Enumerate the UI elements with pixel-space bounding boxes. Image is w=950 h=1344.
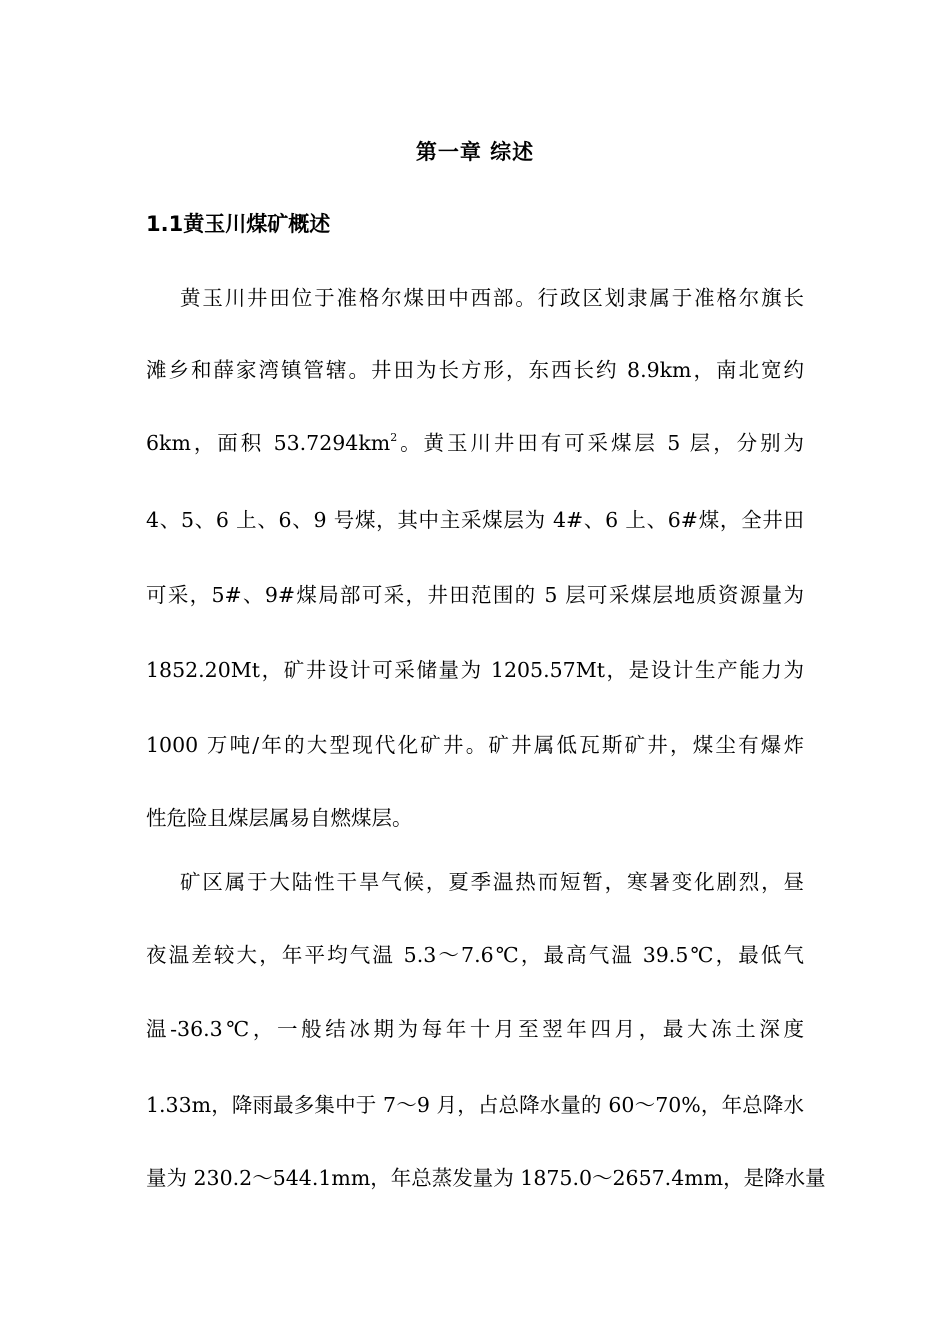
area-value-text: 6km，面积 53.7294km (146, 431, 391, 455)
paragraph-1-line-6: 1852.20Mt，矿井设计可采储量为 1205.57Mt，是设计生产能力为 (146, 658, 804, 682)
paragraph-1-line-8: 性危险且煤层属易自燃煤层。 (146, 806, 413, 830)
section-title: 1.1黄玉川煤矿概述 (146, 212, 331, 236)
paragraph-1-line-7: 1000 万吨/年的大型现代化矿井。矿井属低瓦斯矿井，煤尘有爆炸 (146, 733, 804, 757)
paragraph-1-line-3 (146, 428, 804, 458)
area-followup-text: 。黄玉川井田有可采煤层 5 层，分别为 (397, 431, 804, 455)
chapter-title: 第一章 综述 (415, 140, 535, 164)
paragraph-1-line-2: 滩乡和薛家湾镇管辖。井田为长方形，东西长约 8.9km，南北宽约 (146, 358, 804, 382)
paragraph-1-line-1: 黄玉川井田位于准格尔煤田中西部。行政区划隶属于准格尔旗长 (180, 286, 804, 310)
paragraph-1-line-5: 可采，5#、9#煤局部可采，井田范围的 5 层可采煤层地质资源量为 (146, 583, 804, 607)
paragraph-2-line-4: 1.33m，降雨最多集中于 7～9 月，占总降水量的 60～70%，年总降水 (146, 1093, 804, 1117)
superscript-2: 2 (390, 431, 398, 444)
paragraph-2-line-2: 夜温差较大，年平均气温 5.3～7.6℃，最高气温 39.5℃，最低气 (146, 943, 804, 967)
paragraph-2-line-5: 量为 230.2～544.1mm，年总蒸发量为 1875.0～2657.4mm，是降水量 (146, 1166, 826, 1190)
paragraph-2-line-1: 矿区属于大陆性干旱气候，夏季温热而短暂，寒暑变化剧烈，昼 (180, 870, 804, 894)
paragraph-2-line-3: 温-36.3℃，一般结冰期为每年十月至翌年四月，最大冻土深度 (146, 1017, 804, 1041)
paragraph-1-line-4: 4、5、6 上、6、9 号煤，其中主采煤层为 4#、6 上、6#煤，全井田 (146, 508, 804, 532)
